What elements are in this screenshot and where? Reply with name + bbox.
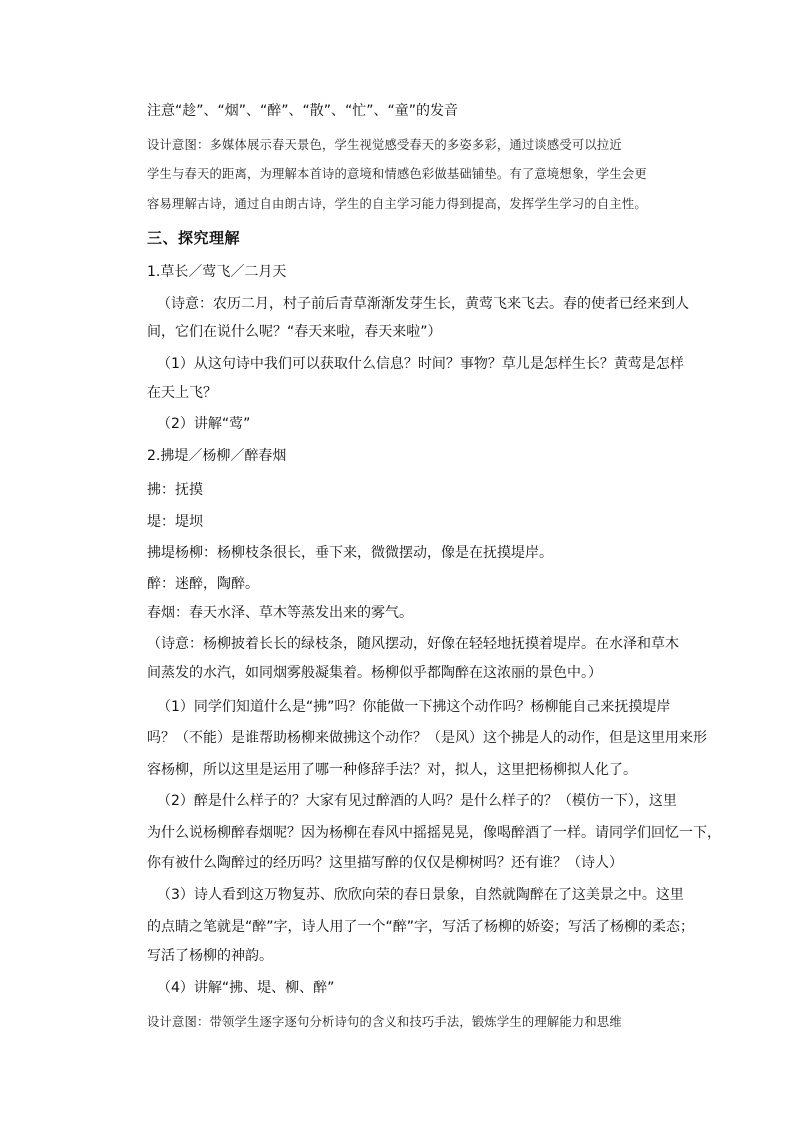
design-intent-2: 设计意图：带领学生逐字逐句分析诗句的含义和技巧手法，锻炼学生的理解能力和思维 (147, 1015, 622, 1029)
question-2-2-c: 你有被什么陶醉过的经历吗？这里描写醉的仅仅是柳树吗？还有谁？（诗人） (147, 855, 623, 871)
question-2-1-a: （1）同学们知道什么是“拂”吗？你能做一下拂这个动作吗？杨柳能自己来抚摸堤岸 (157, 699, 671, 715)
design-intent-line-3: 容易理解古诗，通过自由朗古诗，学生的自主学习能力得到提高，发挥学生学习的自主性。 (147, 197, 647, 211)
question-2-4: （4）讲解“拂、堤、柳、醉” (157, 980, 335, 996)
poem-line-1-meaning-b: 间，它们在说什么呢？“春天来啦，春天来啦”） (147, 324, 442, 340)
poem-line-2-meaning-b: 间蒸发的水汽，如同烟雾般凝集着。杨柳似乎都陶醉在这浓丽的景色中。） (147, 665, 602, 681)
question-2-3-b: 的点睛之笔就是“醉”字，诗人用了一个“醉”字，写活了杨柳的娇姿；写活了杨柳的柔态； (147, 919, 695, 935)
poem-line-1-meaning-a: （诗意：农历二月，村子前后青草渐渐发芽生长，黄莺飞来飞去。春的使者已经来到人 (157, 296, 689, 312)
definition-fudi-yangliu: 拂堤杨柳：杨柳枝条很长，垂下来，微微摆动，像是在抚摸堤岸。 (147, 545, 553, 561)
question-2-3-a: （3）诗人看到这万物复苏、欣欣向荣的春日景象，自然就陶醉在了这美景之中。这里 (157, 887, 684, 903)
poem-line-2-title: 2.拂堤／杨柳／醉春烟 (147, 448, 287, 464)
design-intent-line-2: 学生与春天的距离，为理解本首诗的意境和情感色彩做基础铺垫。有了意境想象，学生会更 (147, 167, 647, 181)
section-heading: 三、探究理解 (147, 229, 241, 247)
pronunciation-note: 注意“趁”、“烟”、“醉”、“散”、“忙”、“童”的发音 (147, 103, 459, 119)
question-1-1-a: （1）从这句诗中我们可以获取什么信息？时间？事物？草儿是怎样生长？黄莺是怎样 (157, 356, 684, 372)
question-1-1-b: 在天上飞？ (147, 385, 217, 401)
poem-line-1-title: 1.草长／莺飞／二月天 (147, 264, 287, 280)
question-2-2-b: 为什么说杨柳醉春烟呢？因为杨柳在春风中摇摇晃晃，像喝醉酒了一样。请同学们回忆一下， (147, 825, 721, 841)
poem-line-2-meaning-a: （诗意：杨柳披着长长的绿枝条，随风摆动，好像在轻轻地抚摸着堤岸。在水泽和草木 (147, 636, 679, 652)
question-1-2: （2）讲解“莺” (157, 416, 251, 432)
definition-chunyan: 春烟：春天水泽、草木等蒸发出来的雾气。 (147, 605, 413, 621)
definition-di: 堤：堤坝 (147, 514, 203, 530)
question-2-3-c: 写活了杨柳的神韵。 (147, 948, 273, 964)
design-intent-line-1: 设计意图：多媒体展示春天景色，学生视觉感受春天的多姿多彩，通过谈感受可以拉近 (147, 138, 622, 152)
question-2-2-a: （2）醉是什么样子的？大家有见过醉酒的人吗？是什么样子的？（模仿一下），这里 (157, 793, 677, 809)
question-2-1-c: 容杨柳，所以这里是运用了哪一种修辞手法？对，拟人，这里把杨柳拟人化了。 (147, 762, 637, 778)
definition-fu: 拂：抚摸 (147, 482, 203, 498)
definition-zui: 醉：迷醉，陶醉。 (147, 576, 259, 592)
question-2-1-b: 吗？（不能）是谁帮助杨柳来做拂这个动作？（是风）这个拂是人的动作，但是这里用来形 (147, 730, 707, 746)
